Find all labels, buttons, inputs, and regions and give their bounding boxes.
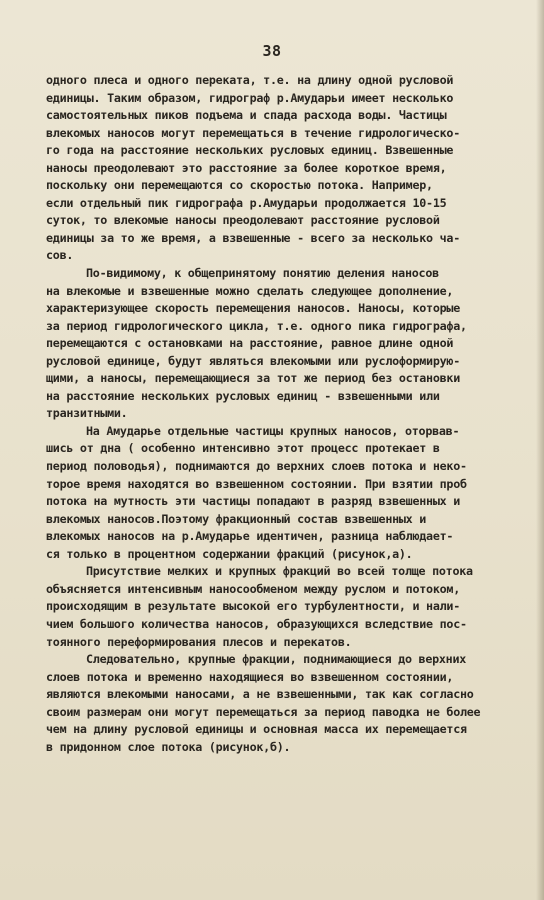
text-line: своим размерам они могут перемещаться за период паводка не более	[46, 704, 481, 719]
text-line: На Амударье отдельные частицы крупных наносов, оторвав-	[86, 423, 460, 438]
text-line: являются влекомыми наносами, а не взвешенными, так как согласно	[46, 687, 474, 702]
body-text	[46, 72, 536, 756]
text-line: объясняется интенсивным наносообменом между руслом и потоком,	[46, 581, 460, 596]
text-line: сов.	[46, 248, 74, 263]
text-line: Следовательно, крупные фракции, поднимающиеся до верхних	[86, 652, 467, 667]
text-line: влекомых наносов могут перемещаться в течение гидрологическо-	[46, 125, 460, 140]
text-line: Присутствие мелких и крупных фракций во всей толще потока	[86, 564, 473, 579]
text-line: торое время находятся во взвешенном состоянии. При взятии проб	[46, 476, 467, 491]
text-line: наносы преодолевают это расстояние за более короткое время,	[46, 160, 447, 175]
text-line: самостоятельных пиков подъема и спада расхода воды. Частицы	[46, 108, 447, 123]
text-line: характеризующее скорость перемещения наносов. Наносы, которые	[46, 301, 460, 316]
text-line: единицы. Таким образом, гидрограф р.Амударьи имеет несколько	[46, 90, 454, 105]
text-line: ся только в процентном содержании фракций (рисунок,а).	[46, 546, 413, 561]
text-line: поскольку они перемещаются со скоростью потока. Например,	[46, 178, 433, 193]
text-line: го года на расстояние нескольких русловых единиц. Взвешенные	[46, 143, 454, 158]
text-line: перемещаются с остановками на расстояние, равное длине одной	[46, 336, 454, 351]
text-line: По-видимому, к общепринятому понятию деления наносов	[86, 266, 439, 281]
text-line: влекомых наносов.Поэтому фракционный состав взвешенных и	[46, 511, 427, 526]
text-line: на влекомые и взвешенные можно сделать следующее дополнение,	[46, 283, 454, 298]
text-line: потока на мутность эти частицы попадают в разряд взвешенных и	[46, 494, 460, 509]
text-line: на расстояние нескольких русловых единиц - взвешенными или	[46, 388, 440, 403]
text-line: происходящим в результате высокой его турбулентности, и нали-	[46, 599, 460, 614]
text-line: чием большого количества наносов, образующихся вследствие пос-	[46, 616, 467, 631]
text-line: если отдельный пик гидрографа р.Амударьи продолжается 10-15	[46, 195, 447, 210]
text-line: влекомых наносов на р.Амударье идентичен, разница наблюдает-	[46, 529, 454, 544]
text-line: чем на длину русловой единицы и основная масса их перемещается	[46, 722, 467, 737]
text-line: единицы за то же время, а взвешенные - всего за несколько ча-	[46, 230, 460, 245]
text-line: период половодья), поднимаются до верхних слоев потока и неко-	[46, 459, 467, 474]
text-line: транзитными.	[46, 406, 128, 421]
text-line: одного плеса и одного переката, т.е. на длину одной русловой	[46, 73, 454, 87]
text-line: русловой единице, будут являться влекомыми или руслоформирую-	[46, 353, 460, 368]
text-line: тоянного переформирования плесов и перекатов.	[46, 634, 352, 649]
page-edge-shadow	[536, 0, 544, 900]
text-line: за период гидрологического цикла, т.е. одного пика гидрографа,	[46, 318, 467, 333]
text-line: в придонном слое потока (рисунок,б).	[46, 739, 291, 754]
text-line: шись от дна ( особенно интенсивно этот процесс протекает в	[46, 441, 440, 456]
text-line: щими, а наносы, перемещающиеся за тот же период без остановки	[46, 371, 460, 386]
page-number: 38	[262, 42, 282, 60]
text-line: суток, то влекомые наносы преодолевают расстояние русловой	[46, 213, 440, 228]
text-line: слоев потока и временно находящиеся во взвешенном состоянии,	[46, 669, 454, 684]
